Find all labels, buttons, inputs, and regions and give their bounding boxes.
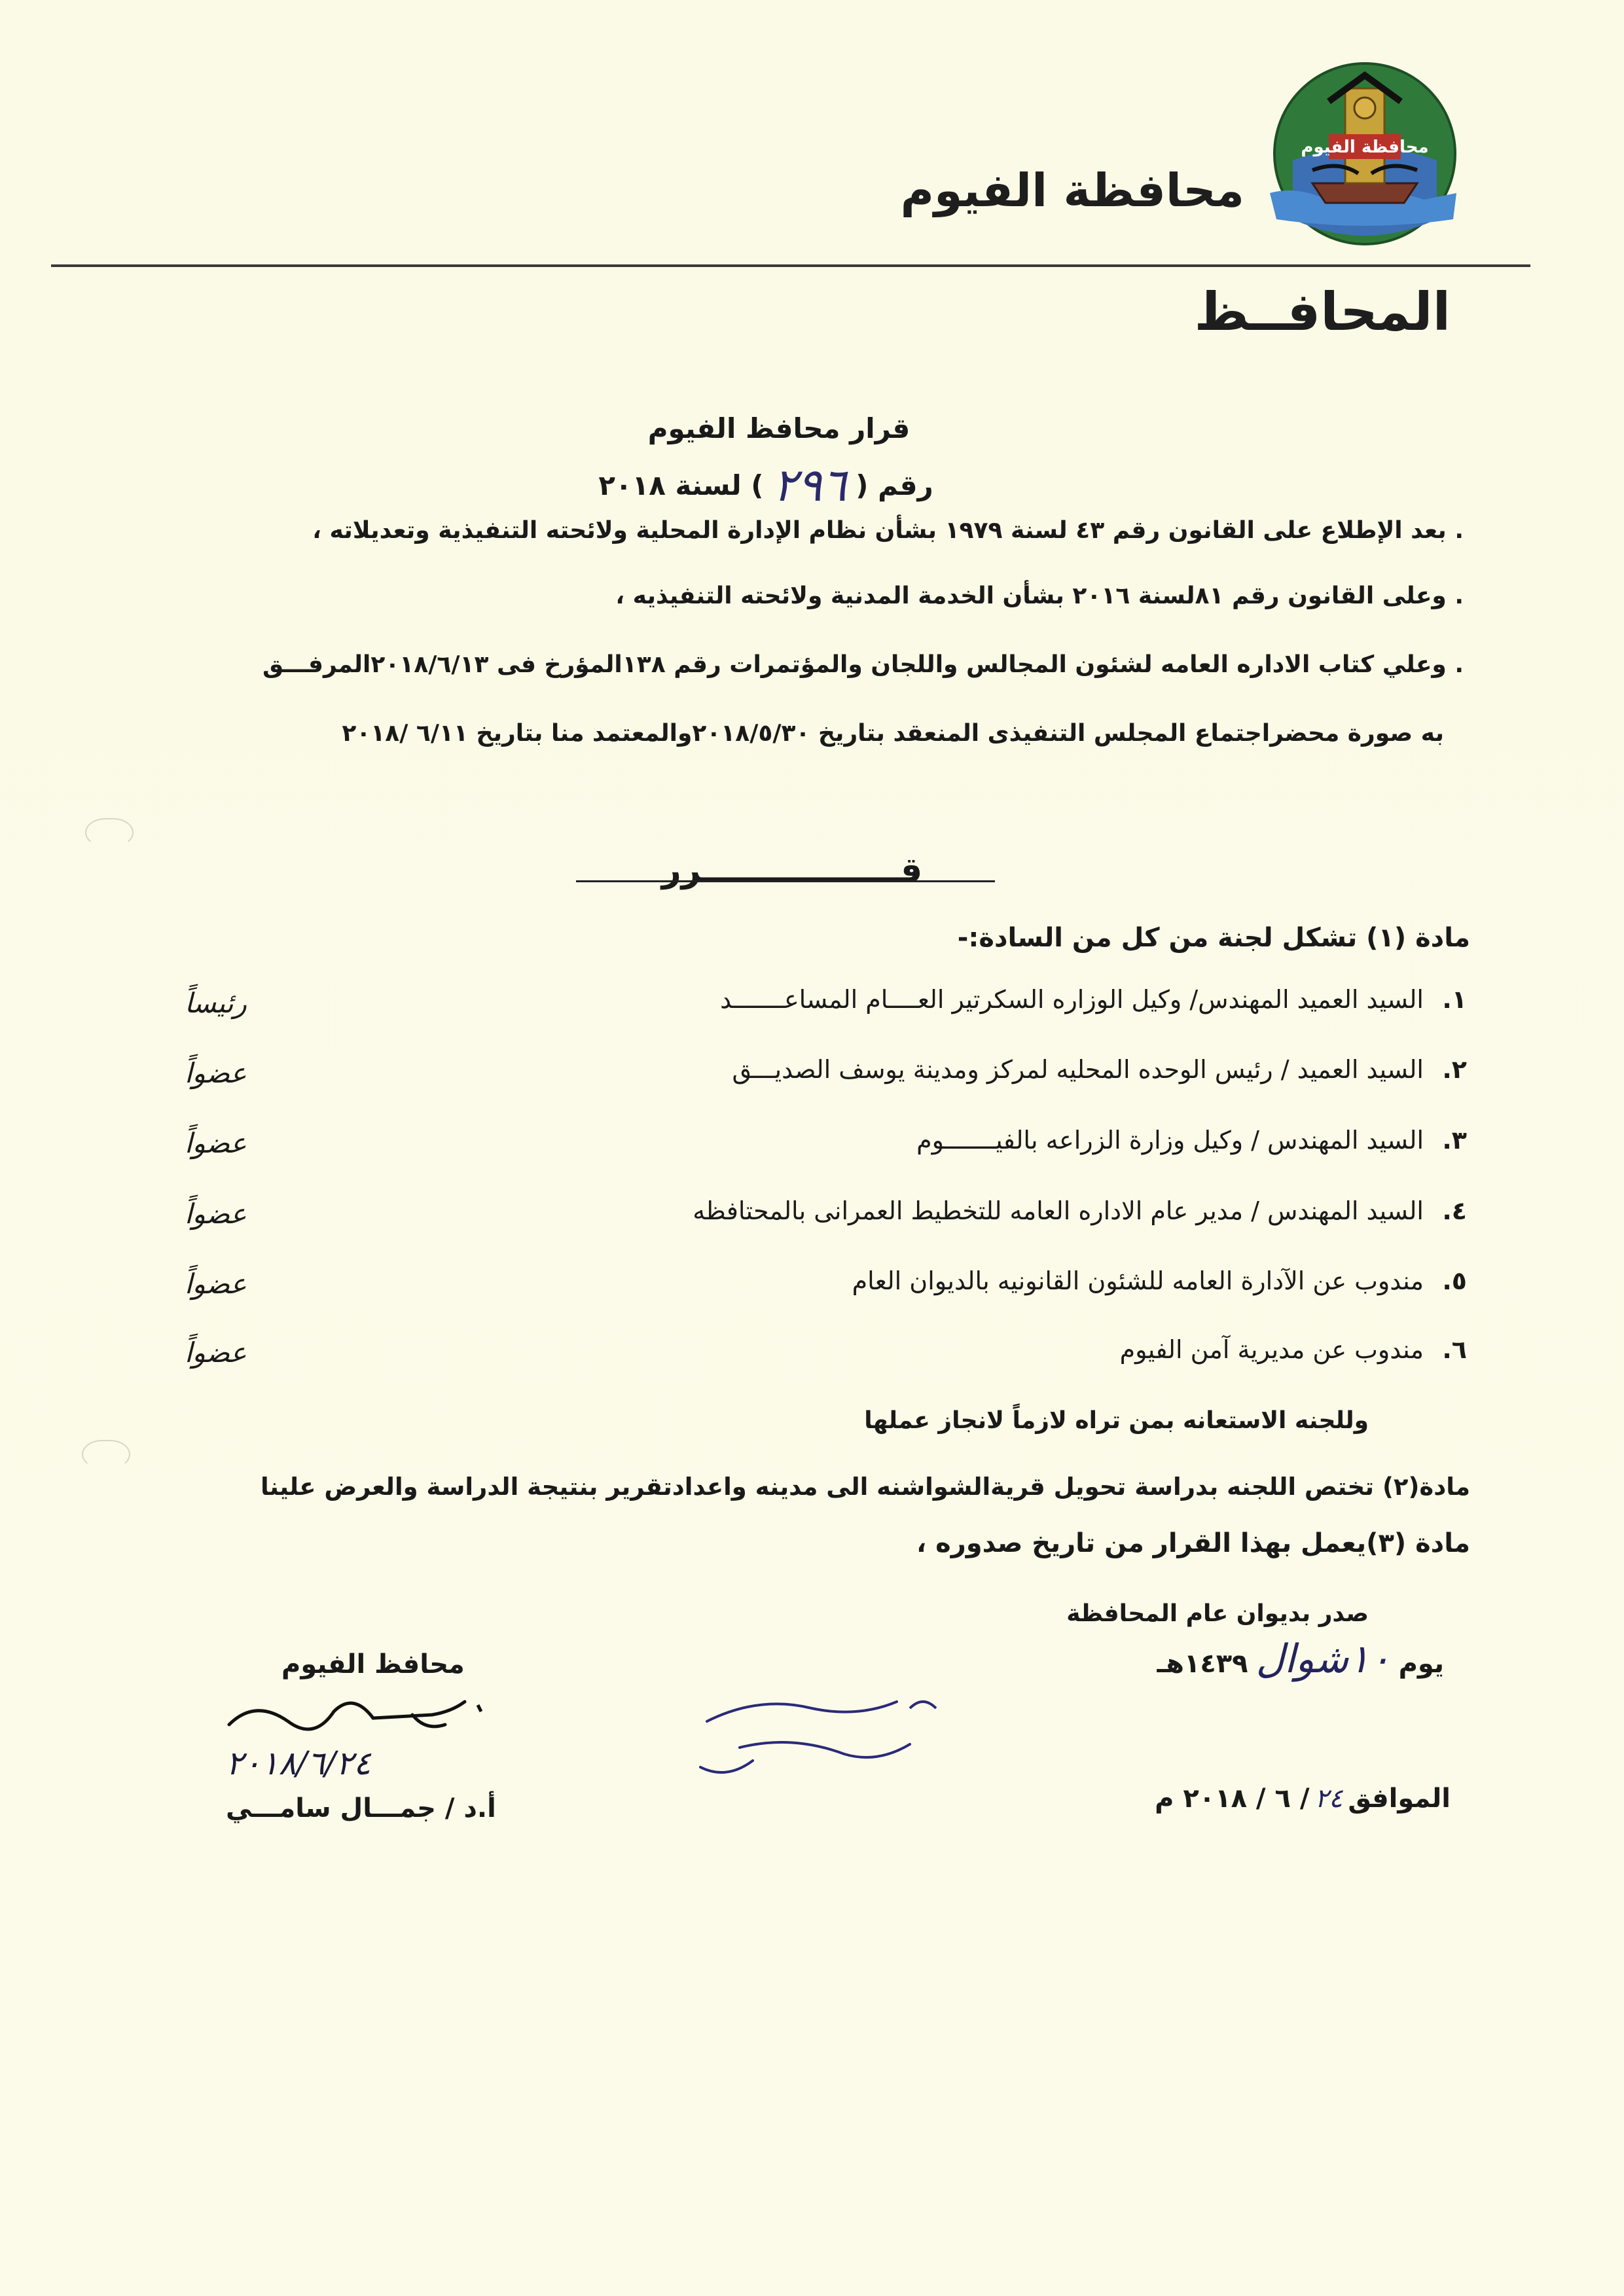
member-row: [720, 985, 1467, 1014]
signatory-name: أ.د / جمـــال سامـــي: [226, 1793, 496, 1823]
seal-text: محافظة الفيوم: [1301, 137, 1429, 157]
member-text: السيد المهندس / مدير عام الاداره العامه للتخطيط العمرانى بالمحتافظه: [693, 1196, 1424, 1225]
preamble-line-4: به صورة محضراجتماع المجلس التنفيذى المنعقد بتاريخ ٢٠١٨/٥/٣٠والمعتمد منا بتاريخ ٦/١١ /٢٠١٨: [342, 720, 1444, 747]
member-number: ٤.: [1442, 1196, 1467, 1225]
decree-title: قرار محافظ الفيوم: [647, 412, 911, 444]
member-row: [732, 1055, 1467, 1084]
corresponding-label: الموافق: [1348, 1784, 1451, 1814]
preamble-line-3: . وعلي كتاب الاداره العامه لشئون المجالس واللجان والمؤتمرات رقم ١٣٨المؤرخ فى ٢٠١٨/٦/١٣المرفـــق: [262, 651, 1464, 678]
member-number: ٦.: [1442, 1335, 1467, 1364]
governorate-seal-logo: [1267, 62, 1463, 252]
signature-handwritten-date: ٢٠١٨/٦/٢٤: [226, 1744, 371, 1782]
header-divider: [51, 264, 1530, 267]
member-row: [1120, 1335, 1467, 1364]
member-role: عضواً: [185, 1268, 247, 1300]
member-text: مندوب عن الآدارة العامه للشئون القانونيه بالديوان العام: [852, 1266, 1424, 1295]
member-row: [693, 1196, 1467, 1225]
punch-hole-mark: [85, 818, 134, 847]
preamble-line-2: . وعلى القانون رقم ٨١لسنة ٢٠١٦ بشأن الخدمة المدنية ولائحته التنفيذيه ،: [615, 583, 1464, 609]
corresponding-day-handwritten: ٢٤: [1314, 1784, 1343, 1814]
assistance-note: وللجنه الاستعانه بمن تراه لازماً لانجاز عملها: [864, 1407, 1369, 1434]
member-number: ٢.: [1442, 1055, 1467, 1084]
preamble-line-1: . بعد الإطلاع على القانون رقم ٤٣ لسنة ١٩٧٩ بشأن نظام الإدارة المحلية ولائحته التنفيذية وتعديلاته ،: [312, 517, 1464, 544]
member-role: عضواً: [185, 1198, 247, 1230]
decree-number-prefix: رقم (: [856, 469, 933, 501]
decree-number-suffix: ) لسنة ٢٠١٨: [598, 469, 764, 501]
member-text: السيد العميد المهندس/ وكيل الوزاره السكرتير العــــام المساعـــــــد: [720, 985, 1424, 1014]
signatory-title: محافظ الفيوم: [281, 1649, 465, 1679]
punch-hole-mark: [82, 1440, 130, 1469]
member-number: ٥.: [1442, 1266, 1467, 1295]
hijri-day-handwritten: ١٠شوال: [1255, 1636, 1391, 1682]
member-text: مندوب عن مديرية آمن الفيوم: [1119, 1335, 1424, 1364]
article-2: مادة(٢) تختص اللجنه بدراسة تحويل قريةالشواشنه الى مدينه واعدادتقرير بنتيجة الدراسة والعرض علينا: [261, 1473, 1470, 1501]
member-role: عضواً: [185, 1057, 247, 1089]
office-title: المحافــظ: [1194, 281, 1451, 342]
article-3: مادة (٣)يعمل بهذا القرار من تاريخ صدوره ،: [916, 1528, 1470, 1558]
member-role: رئيساً: [185, 987, 247, 1019]
hijri-year: ١٤٣٩هـ: [1157, 1649, 1248, 1679]
member-number: ١.: [1442, 985, 1467, 1014]
governor-signature: [216, 1685, 497, 1751]
gregorian-date-line: [1155, 1784, 1451, 1814]
day-label: يوم: [1398, 1649, 1444, 1679]
issued-at: صدر بديوان عام المحافظة: [1066, 1600, 1369, 1627]
decision-heading-underline: [576, 880, 995, 882]
decree-number-line: [537, 458, 995, 512]
member-number: ٣.: [1442, 1126, 1467, 1155]
hijri-date-line: [1157, 1636, 1444, 1682]
decision-heading: قـــــــــــــــــرر: [661, 851, 923, 890]
article-1: مادة (١) تشكل لجنة من كل من السادة:-: [957, 923, 1470, 953]
member-role: عضواً: [185, 1336, 247, 1369]
governorate-name: محافظة الفيوم: [900, 164, 1244, 217]
member-role: عضواً: [185, 1127, 247, 1159]
corresponding-date-rest: / ٦ / ٢٠١٨ م: [1155, 1784, 1310, 1814]
member-row: [916, 1126, 1467, 1155]
decree-number-handwritten: ٢٩٦: [772, 458, 847, 512]
member-text: السيد العميد / رئيس الوحده المحليه لمركز ومدينة يوسف الصديـــق: [732, 1055, 1424, 1084]
member-row: [852, 1266, 1467, 1295]
member-text: السيد المهندس / وكيل وزارة الزراعه بالفيـــــــوم: [916, 1126, 1424, 1155]
